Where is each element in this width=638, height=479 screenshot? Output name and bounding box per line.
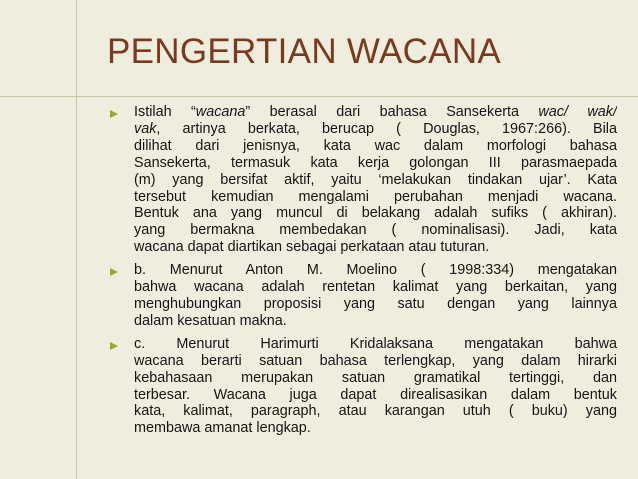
bullet-item-istilah bbox=[107, 104, 617, 256]
text-line: wacana berarti satuan bahasa terlengkap, yang dalam hirarki bbox=[134, 352, 617, 369]
text-line bbox=[134, 121, 617, 138]
triangle-bullet-icon bbox=[110, 110, 118, 118]
bullet-item-c bbox=[107, 336, 617, 437]
vertical-rule bbox=[76, 0, 77, 479]
slide-title: PENGERTIAN WACANA bbox=[107, 32, 502, 71]
text-line: c. Menurut Harimurti Kridalaksana mengatakan bahwa bbox=[134, 335, 617, 352]
text-line: dilihat dari jenisnya, kata wac dalam morfologi bahasa bbox=[134, 137, 617, 154]
italic-term: wac/ wak/ bbox=[538, 104, 617, 120]
bullet-list bbox=[107, 104, 617, 443]
text-line: bahwa wacana adalah rentetan kalimat yang berkaitan, yang bbox=[134, 279, 617, 296]
text-line: wacana dapat diartikan sebagai perkataan atau tuturan. bbox=[134, 239, 490, 256]
text-run: , artinya berkata, berucap ( Douglas, 1967:266). Bila bbox=[156, 120, 617, 137]
bullet-item-b bbox=[107, 262, 617, 330]
text-line: kebahasaan merupakan satuan gramatikal tertinggi, dan bbox=[134, 369, 617, 386]
text-line: membawa amanat lengkap. bbox=[134, 420, 311, 437]
text-line: Bentuk ana yang muncul di belakang adalah sufiks ( akhiran). bbox=[134, 205, 617, 222]
text-line: dalam kesatuan makna. bbox=[134, 312, 287, 329]
text-run: ” berasal dari bahasa Sansekerta bbox=[245, 104, 539, 120]
text-line: b. Menurut Anton M. Moelino ( 1998:334) mengatakan bbox=[134, 262, 617, 279]
text-line: menghubungkan proposisi yang satu dengan yang lainnya bbox=[134, 295, 617, 312]
horizontal-rule bbox=[0, 96, 638, 97]
text-run: Istilah “ bbox=[134, 104, 196, 120]
triangle-bullet-icon bbox=[110, 342, 118, 350]
text-line bbox=[134, 104, 617, 121]
text-line: tersebut kemudian mengalami perubahan menjadi wacana. bbox=[134, 188, 617, 205]
triangle-bullet-icon bbox=[110, 268, 118, 276]
text-line: terbesar. Wacana juga dapat direalisasikan dalam bentuk bbox=[134, 386, 617, 403]
italic-term: vak bbox=[134, 120, 157, 137]
italic-term: wacana bbox=[195, 104, 246, 120]
text-line: kata, kalimat, paragraph, atau karangan utuh ( buku) yang bbox=[134, 403, 617, 420]
text-line: Sansekerta, termasuk kata kerja golongan III parasmaepada bbox=[134, 154, 617, 171]
text-line: yang bermakna membedakan ( nominalisasi). Jadi, kata bbox=[134, 222, 617, 239]
text-line: (m) yang bersifat aktif, yaitu ‘melakukan tindakan ujar’. Kata bbox=[134, 171, 617, 188]
